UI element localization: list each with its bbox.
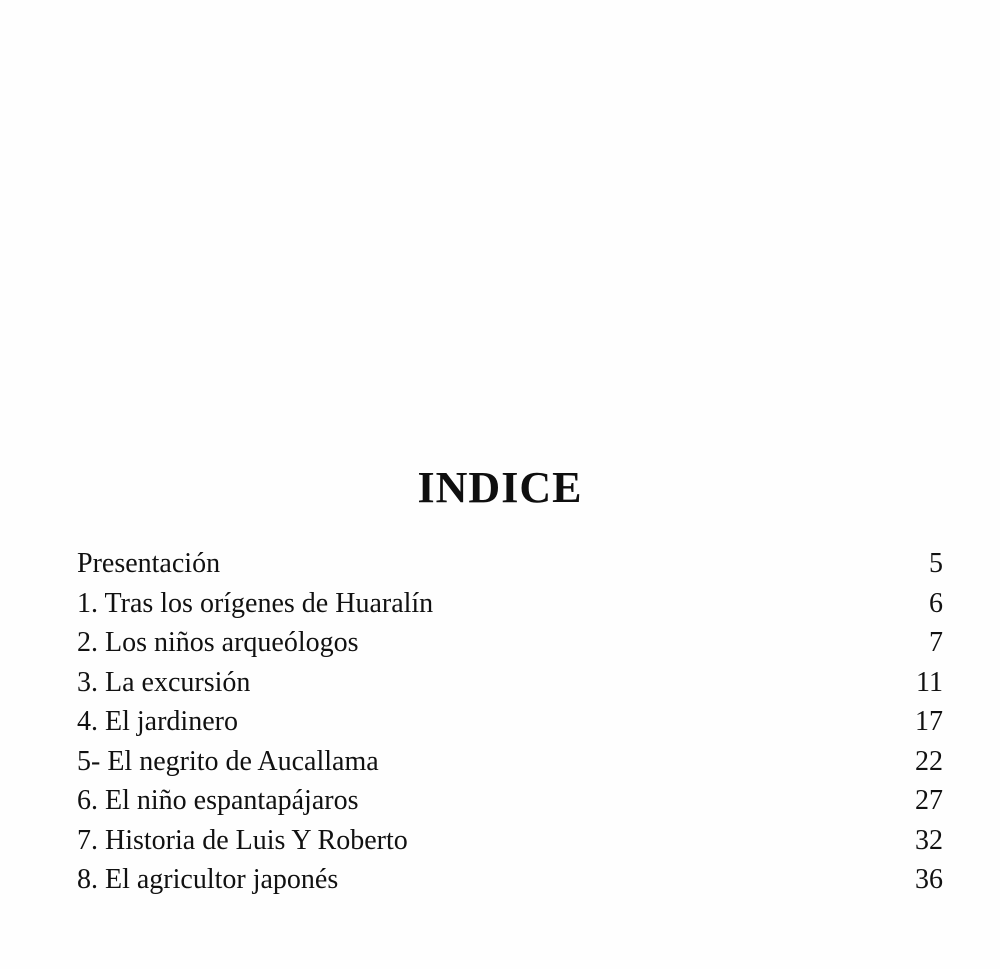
toc-entry-title: 4. El jardinero: [77, 706, 238, 737]
toc-entry-title: 5- El negrito de Aucallama: [77, 745, 379, 777]
toc-entry-title: 7. Historia de Luis Y Roberto: [77, 824, 408, 856]
toc-entry-7: [77, 821, 949, 861]
toc-entry-presentacion: [77, 544, 949, 584]
index-title: INDICE: [417, 463, 583, 512]
toc-entry-6: [77, 781, 949, 821]
toc-entry-1: [77, 584, 949, 624]
toc-entry-page: 11: [916, 666, 943, 698]
toc-entry-title: Presentación: [77, 548, 221, 579]
toc-entry-title: 6. El niño espantapájaros: [77, 785, 359, 816]
toc-entry-title: 3. La excursión: [77, 666, 251, 698]
toc-entry-3: [77, 663, 949, 703]
toc-entry-title: 1. Tras los orígenes de Huaralín: [77, 587, 434, 619]
toc-entry-page: 6: [929, 587, 943, 619]
toc-entry-page: 5: [929, 548, 943, 579]
toc-entry-4: [77, 702, 949, 742]
toc-entry-page: 22: [915, 745, 943, 777]
toc-entry-page: 32: [915, 824, 943, 856]
toc-entry-2: [77, 623, 949, 663]
toc-entry-page: 36: [915, 864, 943, 895]
toc-entry-page: 7: [929, 627, 943, 658]
toc-entry-page: 27: [915, 785, 943, 816]
toc-entry-title: 2. Los niños arqueólogos: [77, 627, 359, 658]
toc-entry-5: [77, 742, 949, 782]
table-of-contents: [77, 544, 949, 900]
toc-entry-title: 8. El agricultor japonés: [77, 864, 339, 895]
toc-entry-8: [77, 860, 949, 900]
toc-entry-page: 17: [915, 706, 943, 737]
